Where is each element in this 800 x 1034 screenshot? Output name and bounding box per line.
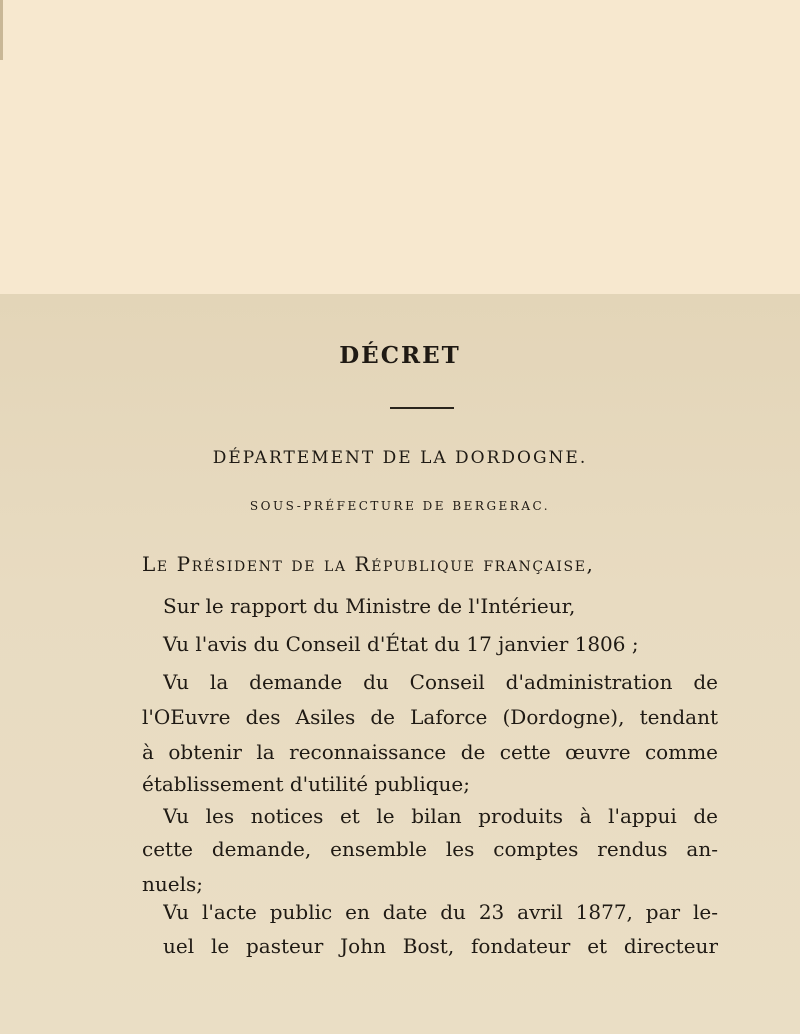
- body-line-10: Vu l'acte public en date du 23 avril 1877, par le-: [163, 900, 718, 924]
- body-line-7: Vu les notices et le bilan produits à l'appui de: [163, 804, 718, 828]
- body-line-8: cette demande, ensemble les comptes rendus an-: [142, 837, 718, 861]
- body-line-6: établissement d'utilité publique;: [142, 772, 471, 796]
- decree-title: DÉCRET: [339, 342, 461, 369]
- body-line-3: Vu la demande du Conseil d'administration de: [163, 670, 718, 694]
- body-line-9: nuels;: [142, 872, 203, 896]
- body-line-11: uel le pasteur John Bost, fondateur et directeur: [163, 934, 718, 958]
- title-divider: [390, 407, 454, 409]
- body-line-1: Sur le rapport du Ministre de l'Intérieur,: [163, 594, 576, 618]
- body-line-4: l'OEuvre des Asiles de Laforce (Dordogne), tendant: [142, 705, 718, 729]
- department-heading: DÉPARTEMENT DE LA DORDOGNE.: [212, 448, 588, 468]
- sub-prefecture-heading: SOUS-PRÉFECTURE DE BERGERAC.: [249, 499, 551, 513]
- president-heading: Le Président de la République française,: [142, 552, 595, 576]
- document-page: [0, 294, 800, 1034]
- body-line-2: Vu l'avis du Conseil d'État du 17 janvier 1806 ;: [163, 632, 639, 656]
- blank-top-margin: [0, 0, 800, 294]
- body-line-5: à obtenir la reconnaissance de cette œuvre comme: [142, 740, 718, 764]
